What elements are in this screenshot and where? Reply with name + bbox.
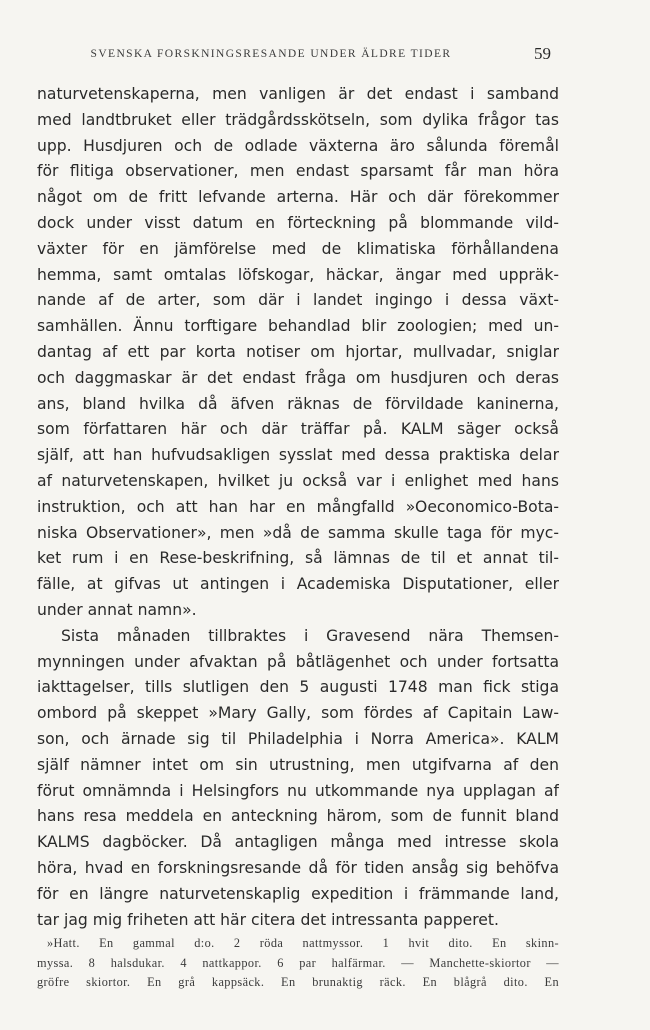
footnote-line: »Hatt. En gammal d:o. 2 röda nattmyssor. 1 hvit dito. En skinn- bbox=[47, 936, 559, 950]
body-text bbox=[37, 82, 559, 933]
footnote bbox=[37, 934, 559, 993]
footnote-line: myssa. 8 halsdukar. 4 nattkappor. 6 par halfärmar. — Manchette-skiortor — bbox=[37, 955, 559, 970]
text-line: växter för en jämförelse med de klimatiska förhållandena bbox=[37, 239, 559, 258]
text-line: dock under visst datum en förteckning på blommande vild- bbox=[37, 213, 559, 232]
paragraph-end-line: under annat namn». bbox=[37, 600, 197, 619]
text-line: hans resa meddela en anteckning härom, som de funnit bland bbox=[37, 807, 559, 826]
text-line: dantag af ett par korta notiser om hjortar, mullvadar, sniglar bbox=[37, 342, 559, 361]
text-line: KALMS dagböcker. Då antagligen många med intresse skola bbox=[37, 833, 559, 852]
text-line: något om de fritt lefvande arterna. Här och där förekommer bbox=[37, 188, 559, 207]
text-line: samhällen. Ännu torftigare behandlad blir zoologien; med un- bbox=[37, 317, 559, 336]
text-line: själf, att han hufvudsakligen sysslat med dessa praktiska delar bbox=[37, 446, 559, 465]
footnote-line: gröfre skiortor. En grå kappsäck. En brunaktig räck. En blågrå dito. En bbox=[37, 975, 559, 989]
paragraph-end-line: tar jag mig friheten att här citera det intressanta papperet. bbox=[37, 910, 499, 929]
text-line: instruktion, och att han har en mångfalld »Oeconomico-Bota- bbox=[37, 497, 559, 516]
text-line: för en längre naturvetenskaplig expedition i främmande land, bbox=[37, 884, 559, 903]
text-line: höra, hvad en forskningsresande då för tiden ansåg sig behöfva bbox=[37, 858, 559, 877]
text-line: iakttagelser, tills slutligen den 5 augusti 1748 man fick stiga bbox=[37, 678, 559, 697]
text-line: fälle, at gifvas ut antingen i Academiska Disputationer, eller bbox=[37, 575, 559, 594]
text-line: och daggmaskar är det endast fråga om husdjuren och deras bbox=[37, 368, 559, 387]
text-line: för flitiga observationer, men endast sparsamt får man höra bbox=[37, 162, 559, 181]
page-number: 59 bbox=[534, 44, 551, 63]
text-line: förut omnämnda i Helsingfors nu utkommande nya upplagan af bbox=[37, 781, 559, 800]
text-line: nande af de arter, som där i landet ingingo i dessa växt- bbox=[37, 291, 559, 310]
text-line: med landtbruket eller trädgårdsskötseln, som dylika frågor tas bbox=[37, 110, 559, 129]
text-line: som författaren här och där träffar på. KALM säger också bbox=[37, 420, 559, 439]
text-line: naturvetenskaperna, men vanligen är det endast i samband bbox=[37, 85, 559, 103]
text-line: ket rum i en Rese-beskrifning, så lämnas de til et annat til- bbox=[37, 549, 559, 568]
text-line: upp. Husdjuren och de odlade växterna äro sålunda föremål bbox=[37, 136, 559, 155]
text-line: hemma, samt omtalas löfskogar, häckar, ängar med uppräk- bbox=[37, 265, 559, 284]
running-header: SVENSKA FORSKNINGSRESANDE UNDER ÄLDRE TIDER bbox=[90, 48, 452, 60]
text-line: ombord på skeppet »Mary Gally, som fördes af Capitain Law- bbox=[37, 704, 559, 723]
text-line: son, och ärnade sig til Philadelphia i Norra America». KALM bbox=[37, 729, 559, 748]
text-line: själf nämner intet om sin utrustning, men utgifvarna af den bbox=[37, 755, 559, 774]
paragraph-start-line: Sista månaden tillbraktes i Gravesend nära Themsen- bbox=[61, 626, 559, 645]
text-line: mynningen under afvaktan på båtlägenhet och under fortsatta bbox=[37, 652, 559, 671]
text-line: ans, bland hvilka då äfven räknas de förvildade kaninerna, bbox=[37, 394, 559, 413]
text-line: af naturvetenskapen, hvilket ju också var i enlighet med hans bbox=[37, 471, 559, 490]
text-line: niska Observationer», men »då de samma skulle taga för myc- bbox=[37, 523, 559, 542]
